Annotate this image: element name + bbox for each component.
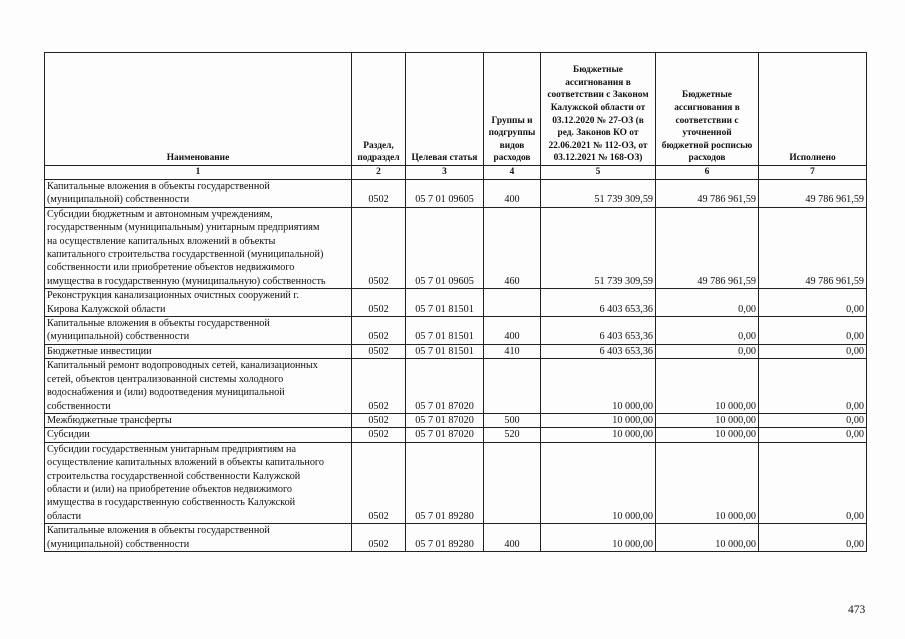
cell-statya: 05 7 01 81501 (406, 344, 484, 358)
cell-vid: 520 (484, 428, 541, 442)
cell-rospis: 10 000,00 (656, 413, 759, 427)
table-row (45, 359, 867, 414)
header-row (45, 53, 867, 166)
cell-name: Капитальный ремонт водопроводных сетей, канализационных сетей, объектов централизованной системы холодного водоснабжения и (или) водоотведения муниципальной собственности (45, 359, 352, 414)
cell-razdel: 0502 (352, 207, 406, 288)
cell-name: Капитальные вложения в объекты государственной (муниципальной) собственности (45, 524, 352, 552)
cell-statya: 05 7 01 81501 (406, 317, 484, 345)
table-row (45, 344, 867, 358)
header-razdel: Раздел, подраздел (352, 53, 406, 166)
cell-vid (484, 359, 541, 414)
cell-rospis: 49 786 961,59 (656, 180, 759, 208)
cell-rospis: 0,00 (656, 344, 759, 358)
table-body (45, 180, 867, 552)
cell-vid: 400 (484, 317, 541, 345)
table-row (45, 442, 867, 523)
cell-name: Субсидии (45, 428, 352, 442)
header-name: Наименование (45, 53, 352, 166)
cell-rospis: 0,00 (656, 289, 759, 317)
cell-name: Бюджетные инвестиции (45, 344, 352, 358)
column-number-row (45, 166, 867, 180)
cell-zakon: 6 403 653,36 (541, 317, 656, 345)
cell-zakon: 10 000,00 (541, 428, 656, 442)
budget-table (44, 52, 867, 552)
table-row (45, 289, 867, 317)
cell-ispolneno: 0,00 (759, 428, 867, 442)
cell-zakon: 10 000,00 (541, 413, 656, 427)
cell-zakon: 6 403 653,36 (541, 344, 656, 358)
cell-vid (484, 442, 541, 523)
cell-razdel: 0502 (352, 524, 406, 552)
column-number: 7 (759, 166, 867, 180)
cell-vid: 400 (484, 180, 541, 208)
header-rospis: Бюджетные ассигнования в соответствии с уточненной бюджетной росписью расходов (656, 53, 759, 166)
cell-statya: 05 7 01 87020 (406, 428, 484, 442)
column-number: 5 (541, 166, 656, 180)
cell-statya: 05 7 01 87020 (406, 359, 484, 414)
cell-rospis: 10 000,00 (656, 359, 759, 414)
cell-name: Реконструкция канализационных очистных сооружений г. Кирова Калужской области (45, 289, 352, 317)
table-row (45, 317, 867, 345)
cell-razdel: 0502 (352, 359, 406, 414)
table-row (45, 428, 867, 442)
column-number: 6 (656, 166, 759, 180)
cell-vid (484, 289, 541, 317)
cell-rospis: 10 000,00 (656, 524, 759, 552)
cell-rospis: 0,00 (656, 317, 759, 345)
cell-name: Межбюджетные трансферты (45, 413, 352, 427)
cell-zakon: 10 000,00 (541, 524, 656, 552)
column-number: 2 (352, 166, 406, 180)
cell-zakon: 51 739 309,59 (541, 207, 656, 288)
cell-name: Субсидии бюджетным и автономным учреждениям, государственным (муниципальным) унитарным предприятиям на осуществление капитальных вложений в объекты капитального строительства государственной (муниципальной) собственности или приобретение объектов недвижимого имущества в государственную (муниципальную) собственность (45, 207, 352, 288)
column-number: 1 (45, 166, 352, 180)
cell-razdel: 0502 (352, 180, 406, 208)
cell-statya: 05 7 01 87020 (406, 413, 484, 427)
cell-name: Капитальные вложения в объекты государственной (муниципальной) собственности (45, 180, 352, 208)
cell-vid: 410 (484, 344, 541, 358)
cell-ispolneno: 49 786 961,59 (759, 180, 867, 208)
header-ispolneno: Исполнено (759, 53, 867, 166)
cell-statya: 05 7 01 09605 (406, 207, 484, 288)
cell-ispolneno: 0,00 (759, 344, 867, 358)
column-number: 3 (406, 166, 484, 180)
cell-statya: 05 7 01 09605 (406, 180, 484, 208)
cell-razdel: 0502 (352, 344, 406, 358)
cell-vid: 400 (484, 524, 541, 552)
header-zakon: Бюджетные ассигнования в соответствии с Законом Калужской области от 03.12.2020 № 27-ОЗ (в ред. Законов КО от 22.06.2021 № 112-ОЗ, от 03.12.2021 № 168-ОЗ) (541, 53, 656, 166)
cell-zakon: 6 403 653,36 (541, 289, 656, 317)
cell-vid: 460 (484, 207, 541, 288)
table-row (45, 413, 867, 427)
cell-statya: 05 7 01 89280 (406, 524, 484, 552)
cell-name: Капитальные вложения в объекты государственной (муниципальной) собственности (45, 317, 352, 345)
cell-razdel: 0502 (352, 413, 406, 427)
table-row (45, 207, 867, 288)
cell-ispolneno: 0,00 (759, 317, 867, 345)
cell-ispolneno: 49 786 961,59 (759, 207, 867, 288)
cell-ispolneno: 0,00 (759, 524, 867, 552)
cell-ispolneno: 0,00 (759, 413, 867, 427)
cell-rospis: 10 000,00 (656, 442, 759, 523)
cell-zakon: 51 739 309,59 (541, 180, 656, 208)
cell-zakon: 10 000,00 (541, 442, 656, 523)
cell-statya: 05 7 01 89280 (406, 442, 484, 523)
cell-vid: 500 (484, 413, 541, 427)
cell-razdel: 0502 (352, 289, 406, 317)
table-row (45, 524, 867, 552)
cell-statya: 05 7 01 81501 (406, 289, 484, 317)
cell-rospis: 49 786 961,59 (656, 207, 759, 288)
cell-ispolneno: 0,00 (759, 289, 867, 317)
header-vid: Группы и подгруппы видов расходов (484, 53, 541, 166)
cell-razdel: 0502 (352, 428, 406, 442)
cell-ispolneno: 0,00 (759, 359, 867, 414)
table-row (45, 180, 867, 208)
cell-zakon: 10 000,00 (541, 359, 656, 414)
cell-rospis: 10 000,00 (656, 428, 759, 442)
page-number: 473 (848, 604, 866, 616)
cell-razdel: 0502 (352, 442, 406, 523)
header-statya: Целевая статья (406, 53, 484, 166)
cell-name: Субсидии государственным унитарным предприятиям на осуществление капитальных вложений в объекты капитального строительства государственной собственности Калужской области и (или) на приобретение объектов недвижимого имущества в государственную собственность Калужской области (45, 442, 352, 523)
cell-ispolneno: 0,00 (759, 442, 867, 523)
cell-razdel: 0502 (352, 317, 406, 345)
column-number: 4 (484, 166, 541, 180)
